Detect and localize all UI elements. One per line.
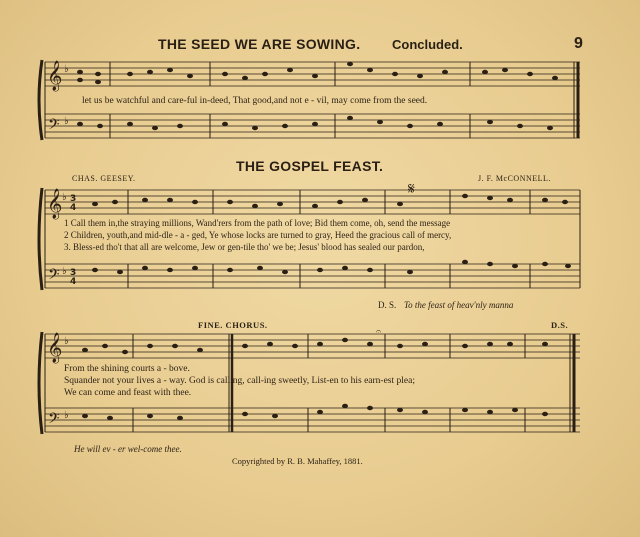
svg-text:3: 3 (70, 194, 77, 204)
svg-text:𝄢: 𝄢 (48, 266, 60, 287)
svg-text:𝄞: 𝄞 (47, 333, 63, 363)
svg-text:𝄐: 𝄐 (376, 327, 382, 337)
chorus-line-1: From the shining courts a - bove. (64, 364, 190, 374)
chorus-line-3: We can come and feast with thee. (64, 388, 192, 398)
svg-text:𝄞: 𝄞 (47, 61, 63, 91)
lyric-line-seed: let us be watchful and care-ful in-deed, That good,and not e - vil, may come from the seed. (82, 96, 428, 106)
composer-right: J. F. McCONNELL. (478, 174, 551, 183)
svg-text:𝄞: 𝄞 (47, 189, 63, 219)
page-number: 9 (574, 35, 583, 52)
svg-text:♭: ♭ (62, 266, 67, 277)
svg-text:♭: ♭ (64, 64, 69, 75)
svg-text:4: 4 (70, 277, 77, 287)
fine-chorus-label: FINE. CHORUS. (198, 320, 268, 330)
svg-text:3: 3 (70, 268, 77, 278)
verse-3: 3. Bless-ed tho't that all are welcome, Jew or gen-tile tho' we be; Jesus' blood has sealed our pardon, (64, 242, 425, 252)
svg-text:𝄢: 𝄢 (48, 116, 60, 137)
chorus-line-2: Squander not your lives a - way. God is calling, call-ing sweetly, List-en to his earn-est plea; (64, 376, 415, 386)
copyright-notice: Copyrighted by R. B. Mahaffey, 1881. (232, 456, 363, 466)
song-title-gospel-feast: THE GOSPEL FEAST. (236, 158, 384, 174)
ds-text: To the feast of heav'nly manna (404, 300, 514, 310)
song-subtitle: Concluded. (392, 37, 463, 52)
bass-lyric: He will ev - er wel-come thee. (74, 444, 182, 454)
svg-text:𝄋: 𝄋 (408, 179, 415, 198)
verse-1: 1 Call them in,the straying millions, Wand'rers from the path of love; Bid them come, oh, send the message (64, 218, 451, 228)
ds-label: D. S. (378, 300, 397, 310)
svg-text:♭: ♭ (64, 116, 69, 127)
song-title-seed: THE SEED WE ARE SOWING. (158, 36, 361, 52)
svg-text:♭: ♭ (62, 192, 67, 203)
svg-text:♭: ♭ (64, 336, 69, 347)
svg-text:♭: ♭ (64, 410, 69, 421)
composer-left: CHAS. GEESEY. (72, 174, 136, 183)
svg-text:4: 4 (70, 203, 77, 213)
verse-2: 2 Children, youth,and mid-dle - a - ged, Ye whose locks are turned to gray, Heed the gracious call of mercy, (64, 230, 452, 240)
svg-text:𝄢: 𝄢 (48, 410, 60, 431)
staff-1-treble (45, 62, 580, 86)
ds-mark: D.S. (551, 320, 569, 330)
